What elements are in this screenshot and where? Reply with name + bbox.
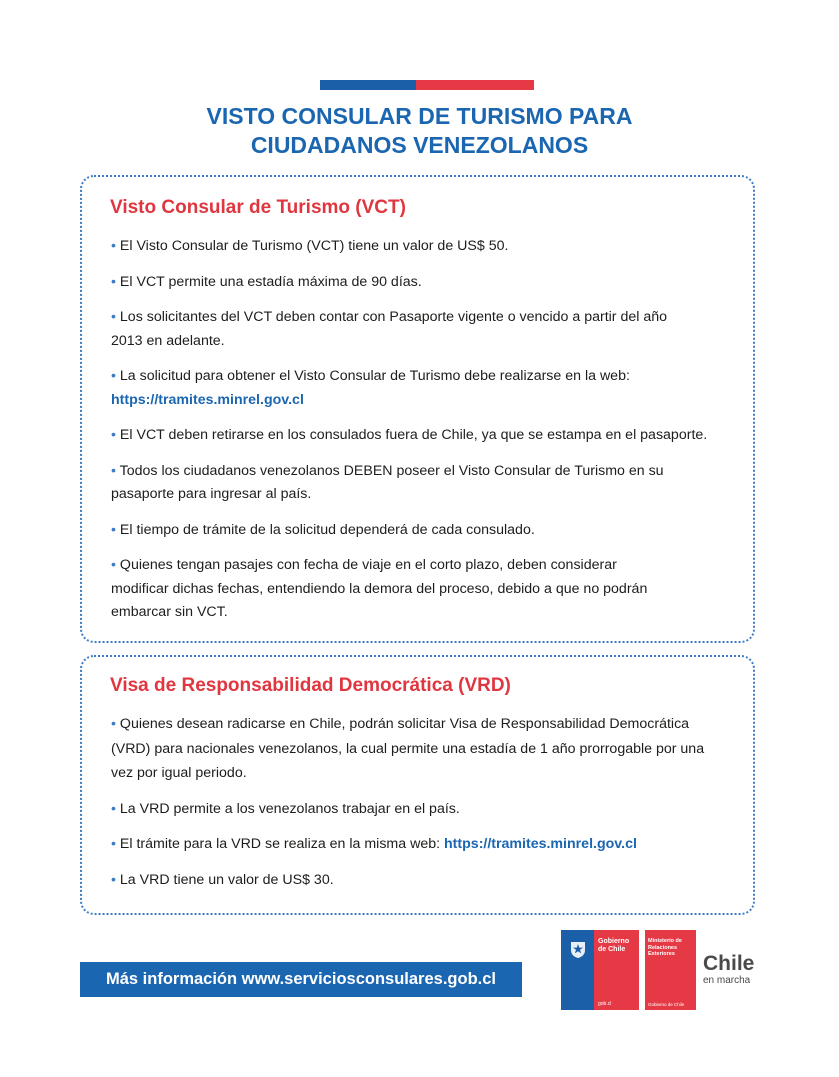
item-text: La solicitud para obtener el Visto Consular de Turismo debe realizarse en la web: bbox=[119, 368, 630, 384]
coat-of-arms-icon bbox=[567, 938, 589, 960]
ministerio-logo bbox=[645, 930, 696, 1010]
list-item bbox=[111, 868, 741, 893]
ministerio-line-3: Exteriores bbox=[648, 951, 675, 957]
bullet-icon: • bbox=[111, 836, 120, 852]
item-text: Quienes tengan pasajes con fecha de viaje en el corto plazo, deben considerar modificar dichas fechas, entendiendo la demora del proceso, debido a que no podrán embarcar sin VCT. bbox=[111, 557, 648, 620]
list-item bbox=[111, 712, 721, 786]
vrd-section bbox=[80, 655, 755, 915]
list-item bbox=[111, 365, 741, 412]
item-text: El VCT deben retirarse en los consulados fuera de Chile, ya que se estampa en el pasaporte. bbox=[119, 427, 708, 443]
item-text: Todos los ciudadanos venezolanos DEBEN poseer el Visto Consular de Turismo en su pasaporte para ingresar al país. bbox=[111, 462, 664, 502]
flag-stripe-red bbox=[416, 80, 534, 90]
bullet-icon: • bbox=[111, 427, 120, 443]
list-item bbox=[111, 519, 741, 543]
ministerio-line-2: Relaciones bbox=[648, 944, 678, 951]
logo-blue-panel bbox=[561, 930, 594, 1010]
title-line-2: CIUDADANOS VENEZOLANOS bbox=[250, 132, 589, 158]
bullet-icon: • bbox=[111, 368, 120, 384]
tramites-link[interactable]: https://tramites.minrel.gov.cl bbox=[111, 391, 304, 408]
item-text: Quienes desean radicarse en Chile, podrán solicitar Visa de Responsabilidad Democrática (VRD) para nacionales venezolanos, la cual permite una estadía de 1 año prorrogable por una vez por igual periodo. bbox=[111, 716, 705, 781]
title-line-1: VISTO CONSULAR DE TURISMO PARA bbox=[206, 103, 633, 129]
vct-heading: Visto Consular de Turismo (VCT) bbox=[110, 197, 406, 218]
bullet-icon: • bbox=[111, 871, 120, 888]
gob-cl-text: gob.cl bbox=[598, 1001, 612, 1007]
bullet-icon: • bbox=[111, 716, 120, 732]
bullet-icon: • bbox=[111, 462, 120, 479]
vct-section bbox=[80, 175, 755, 643]
list-item bbox=[111, 460, 691, 507]
chile-brand-subtitle: en marcha bbox=[703, 975, 751, 986]
bullet-icon: • bbox=[111, 238, 120, 254]
list-item bbox=[111, 271, 741, 295]
ministerio-line-1: Ministerio de bbox=[648, 938, 682, 944]
vrd-list bbox=[111, 712, 741, 903]
gobierno-line-2: de Chile bbox=[598, 946, 626, 953]
item-text: La VRD permite a los venezolanos trabajar en el país. bbox=[119, 800, 460, 817]
gobierno-text bbox=[598, 938, 629, 954]
more-info-banner[interactable]: Más información www.serviciosconsulares.gob.cl bbox=[80, 962, 522, 997]
list-item bbox=[111, 306, 681, 353]
bullet-icon: • bbox=[111, 309, 120, 325]
bullet-icon: • bbox=[111, 521, 120, 538]
item-text: El trámite para la VRD se realiza en la misma web: bbox=[119, 836, 441, 852]
chile-brand-word: Chile bbox=[703, 952, 755, 975]
page-title bbox=[0, 102, 839, 160]
item-text: Los solicitantes del VCT deben contar con Pasaporte vigente o vencido a partir del año 2013 en adelante. bbox=[111, 309, 668, 349]
list-item bbox=[111, 235, 741, 259]
ministerio-text bbox=[648, 938, 682, 958]
item-text: La VRD tiene un valor de US$ 30. bbox=[119, 871, 334, 888]
list-item bbox=[111, 554, 651, 625]
bullet-icon: • bbox=[111, 800, 120, 817]
tramites-link[interactable]: https://tramites.minrel.gov.cl bbox=[444, 836, 637, 852]
bullet-icon: • bbox=[111, 273, 120, 290]
ministerio-small-text: Gobierno de Chile bbox=[648, 1002, 685, 1007]
bullet-icon: • bbox=[111, 557, 120, 573]
vrd-heading: Visa de Responsabilidad Democrática (VRD) bbox=[110, 675, 511, 696]
flag-stripe bbox=[320, 80, 534, 90]
item-text: El Visto Consular de Turismo (VCT) tiene un valor de US$ 50. bbox=[119, 238, 509, 254]
gobierno-de-chile-logo bbox=[561, 930, 639, 1010]
item-text: El VCT permite una estadía máxima de 90 días. bbox=[119, 273, 422, 290]
vct-list bbox=[111, 235, 741, 637]
list-item bbox=[111, 797, 741, 822]
flag-stripe-blue bbox=[320, 80, 416, 90]
gobierno-line-1: Gobierno bbox=[598, 938, 630, 945]
list-item bbox=[111, 832, 741, 857]
list-item bbox=[111, 424, 741, 448]
item-text: El tiempo de trámite de la solicitud dependerá de cada consulado. bbox=[119, 521, 535, 538]
logo-red-panel bbox=[594, 930, 639, 1010]
